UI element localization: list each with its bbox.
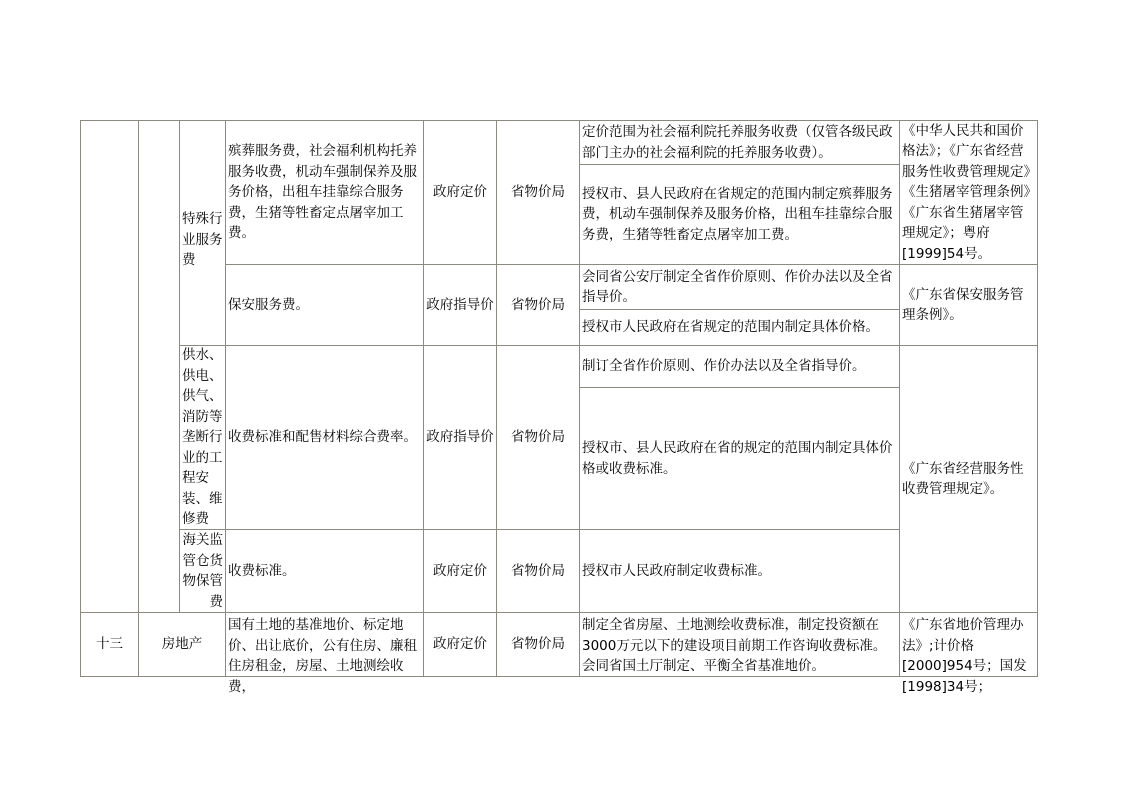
subcategory-utility-installation: 供水、供电、供气、消防等垄断行业的工程安装、维修费 <box>179 345 226 530</box>
item-utility-fee: 收费标准和配售材料综合费率。 <box>225 345 424 530</box>
legal-basis: 《中华人民共和国价格法》；《广东省经营服务性收费管理规定》《生猪屠宰管理条例》《广东省生猪屠宰管理规定》；粤府[1999]54号。 <box>899 120 1038 265</box>
row-number: 十三 <box>80 612 139 677</box>
authority: 定价范围为社会福利院托养服务收费（仅管各级民政部门主办的社会福利院的托养服务收费）。 <box>579 120 900 165</box>
pricing-form: 政府指导价 <box>423 345 497 530</box>
item-security-services: 保安服务费。 <box>225 264 424 346</box>
item-land-prices: 国有土地的基准地价、标定地价、出让底价，公有住房、廉租住房租金，房屋、土地测绘收费， <box>225 612 424 677</box>
pricing-form: 政府定价 <box>423 529 497 613</box>
item-funeral-services: 殡葬服务费，社会福利机构托养服务收费，机动车强制保养及服务价格，出租车挂靠综合服务费，生猪等牲畜定点屠宰加工费。 <box>225 120 424 265</box>
authority: 授权市人民政府在省规定的范围内制定具体价格。 <box>579 309 900 346</box>
department: 省物价局 <box>496 612 580 677</box>
pricing-form: 政府定价 <box>423 120 497 265</box>
authority: 授权市人民政府制定收费标准。 <box>579 529 900 613</box>
pricing-form: 政府定价 <box>423 612 497 677</box>
department: 省物价局 <box>496 529 580 613</box>
pricing-form: 政府指导价 <box>423 264 497 346</box>
item-customs-fee: 收费标准。 <box>225 529 424 613</box>
department: 省物价局 <box>496 120 580 265</box>
category-real-estate: 房地产 <box>138 612 226 677</box>
subcategory-special-services: 特殊行业服务费 <box>179 120 226 346</box>
authority: 授权市、县人民政府在省的规定的范围内制定具体价格或收费标准。 <box>579 387 900 530</box>
legal-basis: 《广东省地价管理办法》;计价格[2000]954号；国发[1998]34号； <box>899 612 1038 677</box>
department: 省物价局 <box>496 345 580 530</box>
category-cell-empty <box>138 120 180 613</box>
subcategory-customs-storage: 海关监管仓货物保管费 <box>179 529 226 613</box>
authority: 会同省公安厅制定全省作价原则、作价办法以及全省指导价。 <box>579 264 900 310</box>
number-cell-empty <box>80 120 139 613</box>
legal-basis: 《广东省保安服务管理条例》。 <box>899 264 1038 346</box>
legal-basis: 《广东省经营服务性收费管理规定》。 <box>899 345 1038 613</box>
authority: 制定全省房屋、土地测绘收费标准，制定投资额在3000万元以下的建设项目前期工作咨询收费标准。会同省国土厅制定、平衡全省基准地价。 <box>579 612 900 677</box>
authority: 制订全省作价原则、作价办法以及全省指导价。 <box>579 345 900 388</box>
department: 省物价局 <box>496 264 580 346</box>
authority: 授权市、县人民政府在省规定的范围内制定殡葬服务费，机动车强制保养及服务价格，出租车挂靠综合服务费，生猪等牲畜定点屠宰加工费。 <box>579 164 900 265</box>
